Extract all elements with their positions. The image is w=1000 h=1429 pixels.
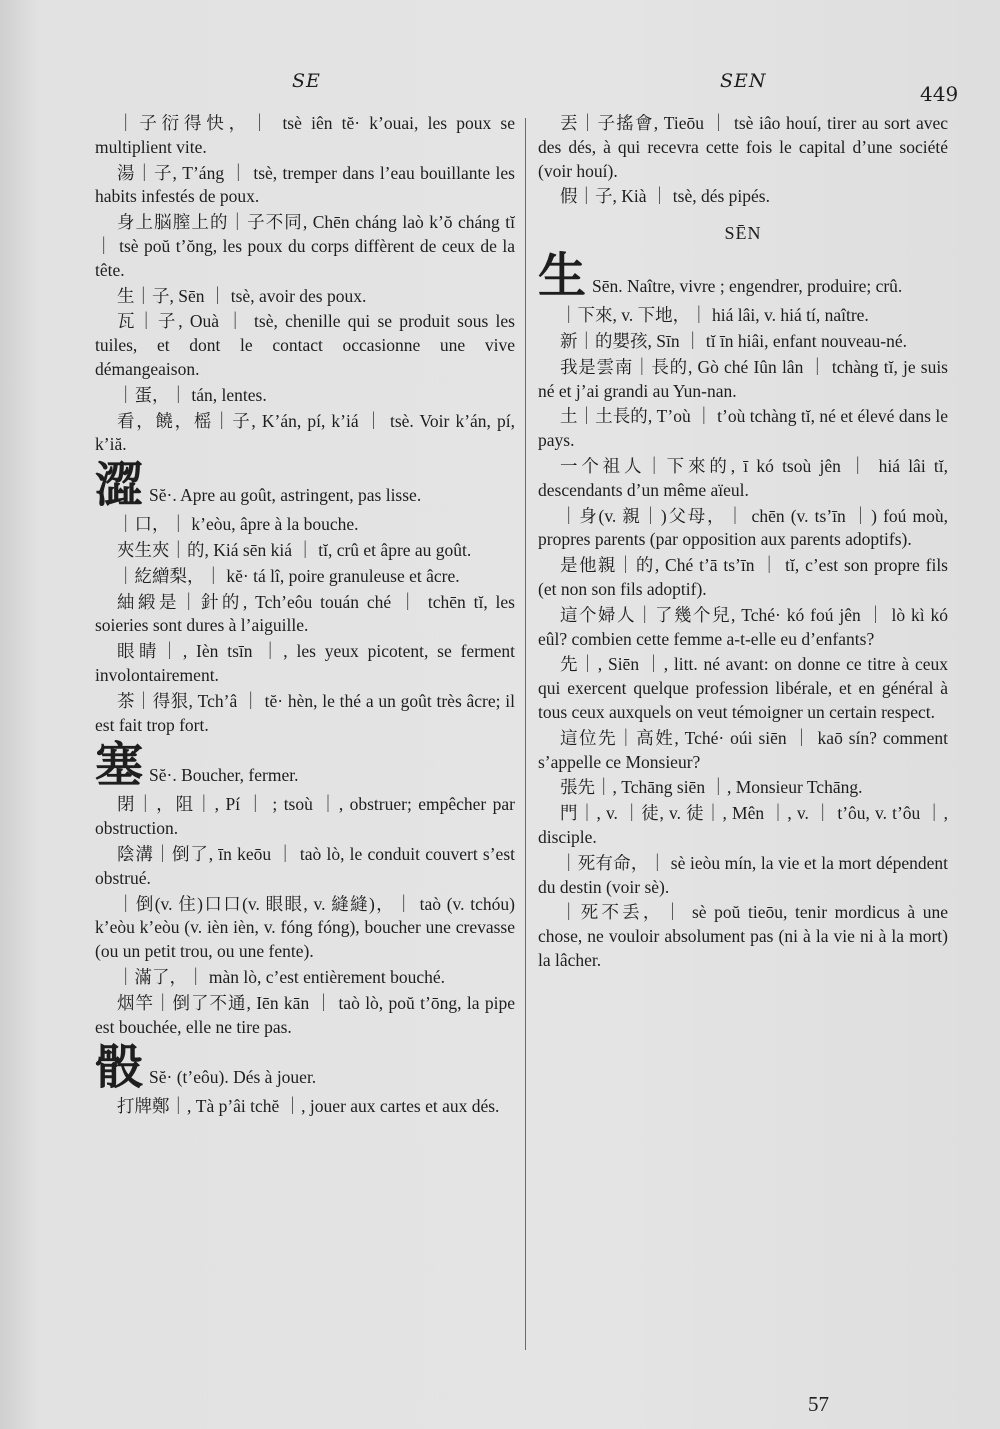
dictionary-entry: 身上脳膣上的｜子不同, Chēn cháng laò k’ŏ cháng tĭ ｜ tsè poŭ t’ŏng, les poux du corps diffèrent de ceux de la tête. — [95, 212, 515, 280]
dictionary-entry: 閉｜，阻｜, Pí ｜ ; tsoù ｜, obstruer; empêcher par obstruction. — [95, 794, 515, 839]
headword-definition: Sēn. Naître, vivre ; engendrer, produire; crû. — [592, 276, 903, 297]
running-head-right: SEN — [720, 70, 767, 92]
dictionary-entry: 假｜子, Kià ｜ tsè, dés pipés. — [560, 186, 770, 207]
dictionary-entry: 先｜, Siēn ｜, litt. né avant: on donne ce titre à ceux qui exercent quelque profession libérale, et en général à tous ceux auxquels on veut témoigner un certain respect. — [538, 654, 948, 722]
dictionary-entry: 烟竿｜倒了不通, Iēn kān ｜ taò lò, poŭ t’ōng, la pipe est bouchée, elle ne tire pas. — [95, 992, 515, 1037]
dictionary-entry: 夾生夾｜的, Kiá sēn kiá ｜ tĭ, crû et âpre au goût. — [117, 539, 472, 560]
dictionary-entry: 新｜的嬰孩, Sīn ｜ tĭ īn hiâi, enfant nouveau-né. — [560, 330, 908, 351]
headword-entry — [95, 1039, 515, 1096]
dictionary-entry: ｜子衍得快，｜ tsè iên tĕ· k’ouai, les poux se multiplient vite. — [95, 113, 515, 157]
headword-character: 澀 — [95, 457, 144, 514]
dictionary-entry: ｜蛋，｜ tán, lentes. — [117, 384, 267, 405]
headword-entry — [538, 248, 948, 305]
dictionary-entry: ｜下來, v. 下地，｜ hiá lâi, v. hiá tí, naître. — [560, 305, 869, 326]
dictionary-entry: ｜倒(v. 住)口口(v. 眼眼, v. 縫縫)，｜ taò (v. tchóu) k’eòu k’eòu (v. ièn ièn, v. fóng fóng), boucher une crevasse (ou un petit trou, ou une fente). — [95, 893, 515, 962]
headword-definition: Sĕ·. Boucher, fermer. — [149, 765, 299, 786]
dictionary-entry: 是他親｜的, Ché t’ā ts’īn ｜ tĭ, c’est son propre fils (et non son fils adoptif). — [538, 555, 948, 599]
dictionary-entry: 一个祖人｜下來的, ī kó tsoù jên ｜ hiá lâi tĭ, descendants d’un même aïeul. — [538, 455, 948, 500]
dictionary-entry: 紬緞是｜針的, Tch’eôu touán ché ｜ tchēn tĭ, les soieries sont dures à l’aiguille. — [95, 591, 515, 636]
headword-character: 骰 — [95, 1039, 144, 1096]
dictionary-entry: ｜口，｜ k’eòu, âpre à la bouche. — [117, 514, 359, 535]
dictionary-entry: ｜紇繒梨，｜ kĕ· tá lî, poire granuleuse et âcre. — [117, 565, 460, 586]
dictionary-entry: 生｜子, Sēn ｜ tsè, avoir des poux. — [117, 285, 367, 306]
dictionary-entry: 土｜土長的, T’où ｜ t’où tchàng tĭ, né et élevé dans le pays. — [538, 406, 948, 451]
left-column — [95, 112, 515, 1121]
headword-character: 生 — [538, 248, 587, 305]
dictionary-entry: 門｜, v. ｜徒, v. 徒｜, Mên ｜, v. ｜ t’ôu, v. t’ôu ｜, disciple. — [538, 803, 948, 847]
dictionary-entry: 看，饒，榣｜子, K’án, pí, k’iá ｜ tsè. Voir k’án, pí, k’iă. — [95, 410, 515, 455]
column-divider — [525, 118, 526, 1350]
dictionary-entry: 湯｜子, T’áng ｜ tsè, tremper dans l’eau bouillante les habits infestés de poux. — [95, 162, 515, 207]
dictionary-entry: 陰溝｜倒了, īn keōu ｜ taò lò, le conduit couvert s’est obstrué. — [95, 843, 515, 888]
dictionary-entry: 這位先｜高姓, Tché· oúi siēn ｜ kaō sín? comment s’appelle ce Monsieur? — [538, 727, 948, 772]
headword-entry — [95, 737, 515, 794]
running-head-left: SE — [292, 70, 321, 92]
dictionary-entry: 這个婦人｜了幾个兒, Tché· kó foú jên ｜ lò kì kó eûl? combien cette femme a-t-elle eu d’enfants? — [538, 604, 948, 649]
dictionary-entry: 眼睛｜, Ièn tsīn ｜, les yeux picotent, se ferment involontairement. — [95, 641, 515, 685]
headword-character: 塞 — [95, 737, 144, 794]
dictionary-entry: ｜身(v. 親｜)父母，｜ chēn (v. ts’īn ｜) foú moù, propres parents (par opposition aux parents adoptifs). — [538, 505, 948, 550]
right-column — [538, 112, 948, 975]
section-heading: SĒN — [724, 223, 762, 244]
dictionary-entry: ｜死不丢，｜ sè poŭ tieōu, tenir mordicus à une chose, ne vouloir absolument pas (ni à la vie ni à la mort) la lâcher. — [538, 902, 948, 970]
dictionary-entry: ｜滿了，｜ màn lò, c’est entièrement bouché. — [117, 966, 446, 987]
dictionary-entry: 我是雲南｜長的, Gò ché Iûn lân ｜ tchàng tĭ, je suis né et j’ai grandi au Yun-nan. — [538, 356, 948, 401]
dictionary-entry: 瓦｜子, Ouà ｜ tsè, chenille qui se produit sous les tuiles, et dont le contact occasionne une vive démangeaison. — [95, 311, 515, 379]
dictionary-entry: 張先｜, Tchāng siēn ｜, Monsieur Tchāng. — [560, 777, 863, 798]
signature-mark: 57 — [808, 1392, 829, 1416]
dictionary-entry: 茶｜得狠, Tch’â ｜ tĕ· hèn, le thé a un goût très âcre; il est fait trop fort. — [95, 690, 515, 735]
dictionary-entry: 打牌鄭｜, Tà p’âi tchĕ ｜, jouer aux cartes et aux dés. — [117, 1096, 500, 1117]
page-number: 449 — [920, 82, 959, 106]
dictionary-entry: 丟｜子搖會, Tieōu ｜ tsè iâo houí, tirer au sort avec des dés, à qui recevra cette fois le capital d’une société (voir houí). — [538, 113, 948, 181]
dictionary-entry: ｜死有命，｜ sè ieòu mín, la vie et la mort dépendent du destin (voir sè). — [538, 852, 948, 897]
headword-entry — [95, 457, 515, 514]
headword-definition: Sĕ· (t’eôu). Dés à jouer. — [149, 1067, 317, 1088]
headword-definition: Sĕ·. Apre au goût, astringent, pas lisse. — [149, 485, 422, 506]
